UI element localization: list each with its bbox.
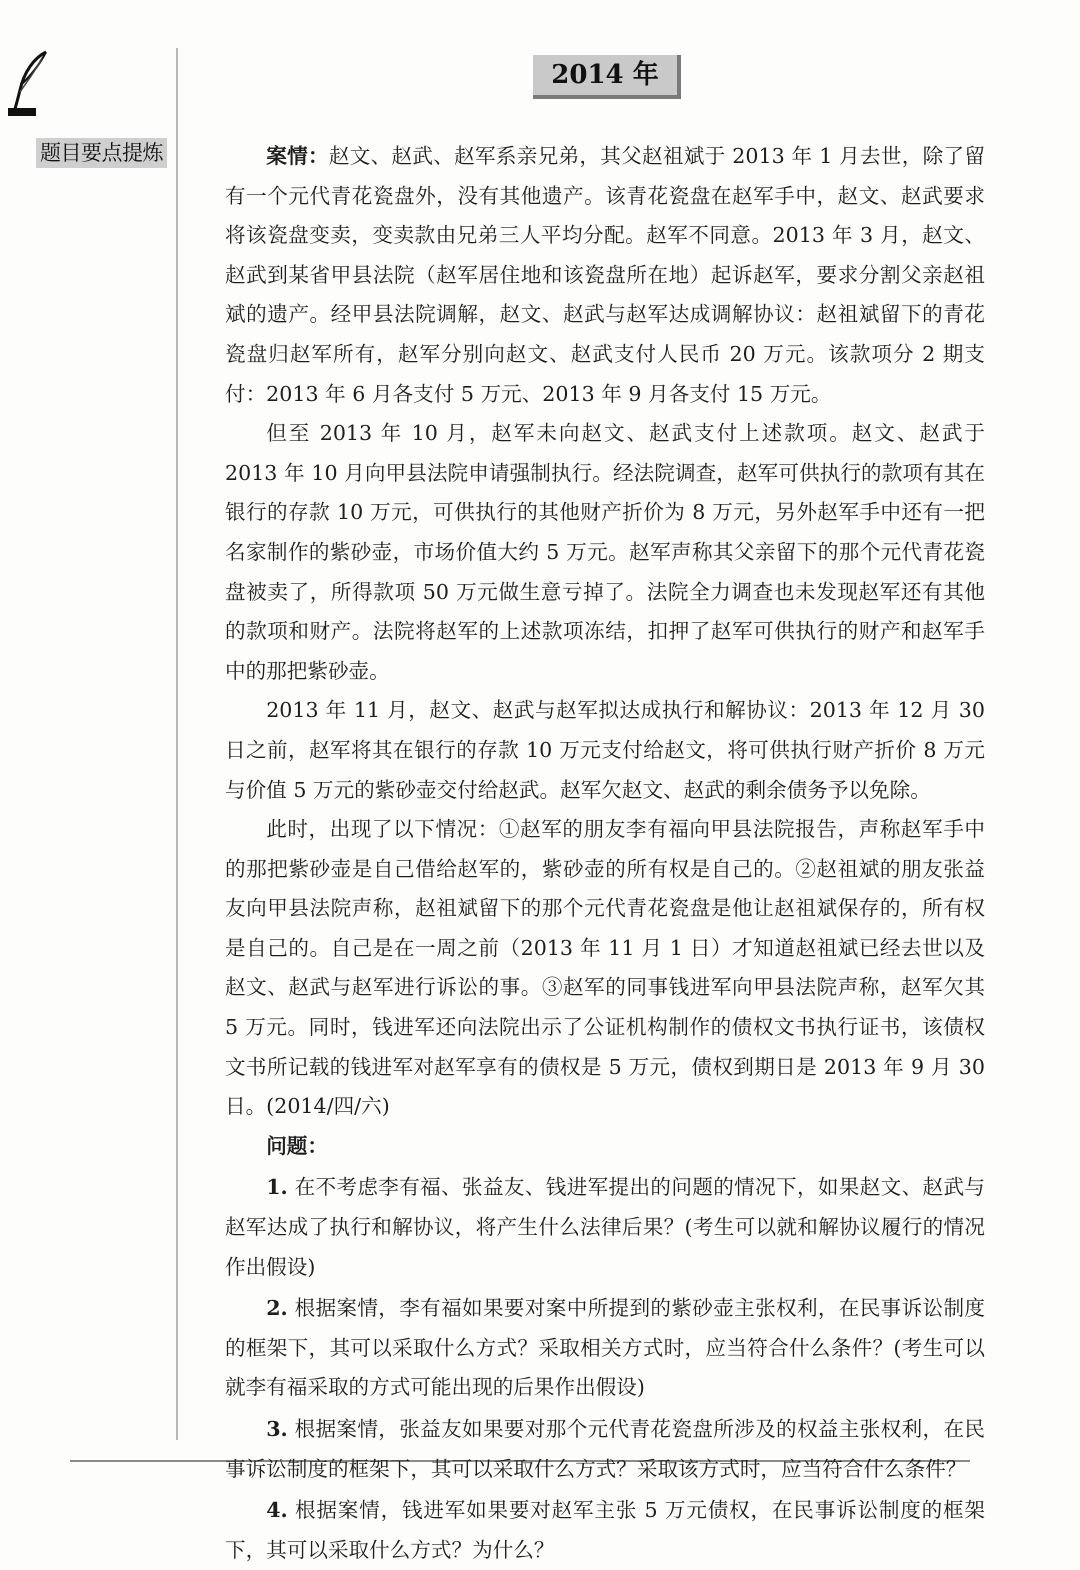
- question-number: 3.: [266, 1417, 288, 1441]
- question-text: 根据案情，钱进军如果要对赵军主张 5 万元债权，在民事诉讼制度的框架下，其可以采取什么方式？为什么？: [225, 1498, 985, 1562]
- question-text: 根据案情，张益友如果要对那个元代青花瓷盘所涉及的权益主张权利，在民事诉讼制度的框架下，其可以采取什么方式？采取该方式时，应当符合什么条件？: [225, 1417, 985, 1481]
- case-text-1: 赵文、赵武、赵军系亲兄弟，其父赵祖斌于 2013 年 1 月去世，除了留有一个元代青花瓷盘外，没有其他遗产。该青花瓷盘在赵军手中，赵文、赵武要求将该瓷盘变卖，变卖款由兄弟三人平均分配。赵军不同意。2013 年 3 月，赵文、赵武到某省甲县法院（赵军居住地和该瓷盘所在地）起诉赵军，要求分割父亲赵祖斌的遗产。经甲县法院调解，赵文、赵武与赵军达成调解协议：赵祖斌留下的青花瓷盘归赵军所有，赵军分别向赵文、赵武支付人民币 20 万元。该款项分 2 期支付：2013 年 6 月各支付 5 万元、2013 年 9 月各支付 15 万元。: [225, 144, 986, 406]
- margin-divider-line: [176, 48, 178, 1440]
- case-paragraph-3: 2013 年 11 月，赵文、赵武与赵军拟达成执行和解协议：2013 年 12 月 30 日之前，赵军将其在银行的存款 10 万元支付给赵文，将可供执行财产折价 8 万元与价值 5 万元的紫砂壶交付给赵武。赵军欠赵文、赵武的剩余债务予以免除。: [225, 698, 985, 802]
- questions-heading-text: 问题：: [266, 1133, 328, 1158]
- case-paragraph-1: [225, 137, 985, 414]
- question-3: [225, 1410, 985, 1489]
- question-number: 1.: [266, 1175, 288, 1200]
- question-1: [225, 1168, 985, 1287]
- year-title: 2014 年: [533, 55, 681, 99]
- question-number: 2.: [266, 1296, 288, 1321]
- question-2: [225, 1289, 985, 1408]
- question-text: 根据案情，李有福如果要对案中所提到的紫砂壶主张权利，在民事诉讼制度的框架下，其可以采取什么方式？采取相关方式时，应当符合什么条件？(考生可以就李有福采取的方式可能出现的后果作出假设): [225, 1296, 985, 1400]
- question-text: 在不考虑李有福、张益友、钱进军提出的问题的情况下，如果赵文、赵武与赵军达成了执行和解协议，将产生什么法律后果？(考生可以就和解协议履行的情况作出假设): [225, 1175, 985, 1279]
- case-paragraph-2: 但至 2013 年 10 月，赵军未向赵文、赵武支付上述款项。赵文、赵武于 2013 年 10 月向甲县法院申请强制执行。经法院调查，赵军可供执行的款项有其在银行的存款 10 万元，可供执行的其他财产折价为 8 万元，另外赵军手中还有一把名家制作的紫砂壶，市场价值大约 5 万元。赵军声称其父亲留下的那个元代青花瓷盘被卖了，所得款项 50 万元做生意亏掉了。法院全力调查也未发现赵军还有其他的款项和财产。法院将赵军的上述款项冻结，扣押了赵军可供执行的财产和赵军手中的那把紫砂壶。: [225, 421, 985, 683]
- question-4: [225, 1491, 985, 1570]
- questions-heading: [225, 1127, 985, 1167]
- section-label: 题目要点提炼: [36, 138, 167, 168]
- section-tab: [2, 50, 172, 165]
- case-paragraph-4: 此时，出现了以下情况：①赵军的朋友李有福向甲县法院报告，声称赵军手中的那把紫砂壶是自己借给赵军的，紫砂壶的所有权是自己的。②赵祖斌的朋友张益友向甲县法院声称，赵祖斌留下的那个元代青花瓷盘是他让赵祖斌保存的，所有权是自己的。自己是在一周之前（2013 年 11 月 1 日）才知道赵祖斌已经去世以及赵文、赵武与赵军进行诉讼的事。③赵军的同事钱进军向甲县法院声称，赵军欠其 5 万元。同时，钱进军还向法院出示了公证机构制作的债权文书执行证书，该债权文书所记载的钱进军对赵军享有的债权是 5 万元，债权到期日是 2013 年 9 月 30 日。(2014/四/六): [225, 817, 985, 1119]
- question-number: 4.: [266, 1498, 288, 1523]
- document-body: [225, 137, 985, 1570]
- case-lead-label: 案情：: [266, 144, 329, 168]
- quill-pen-icon: [6, 50, 50, 122]
